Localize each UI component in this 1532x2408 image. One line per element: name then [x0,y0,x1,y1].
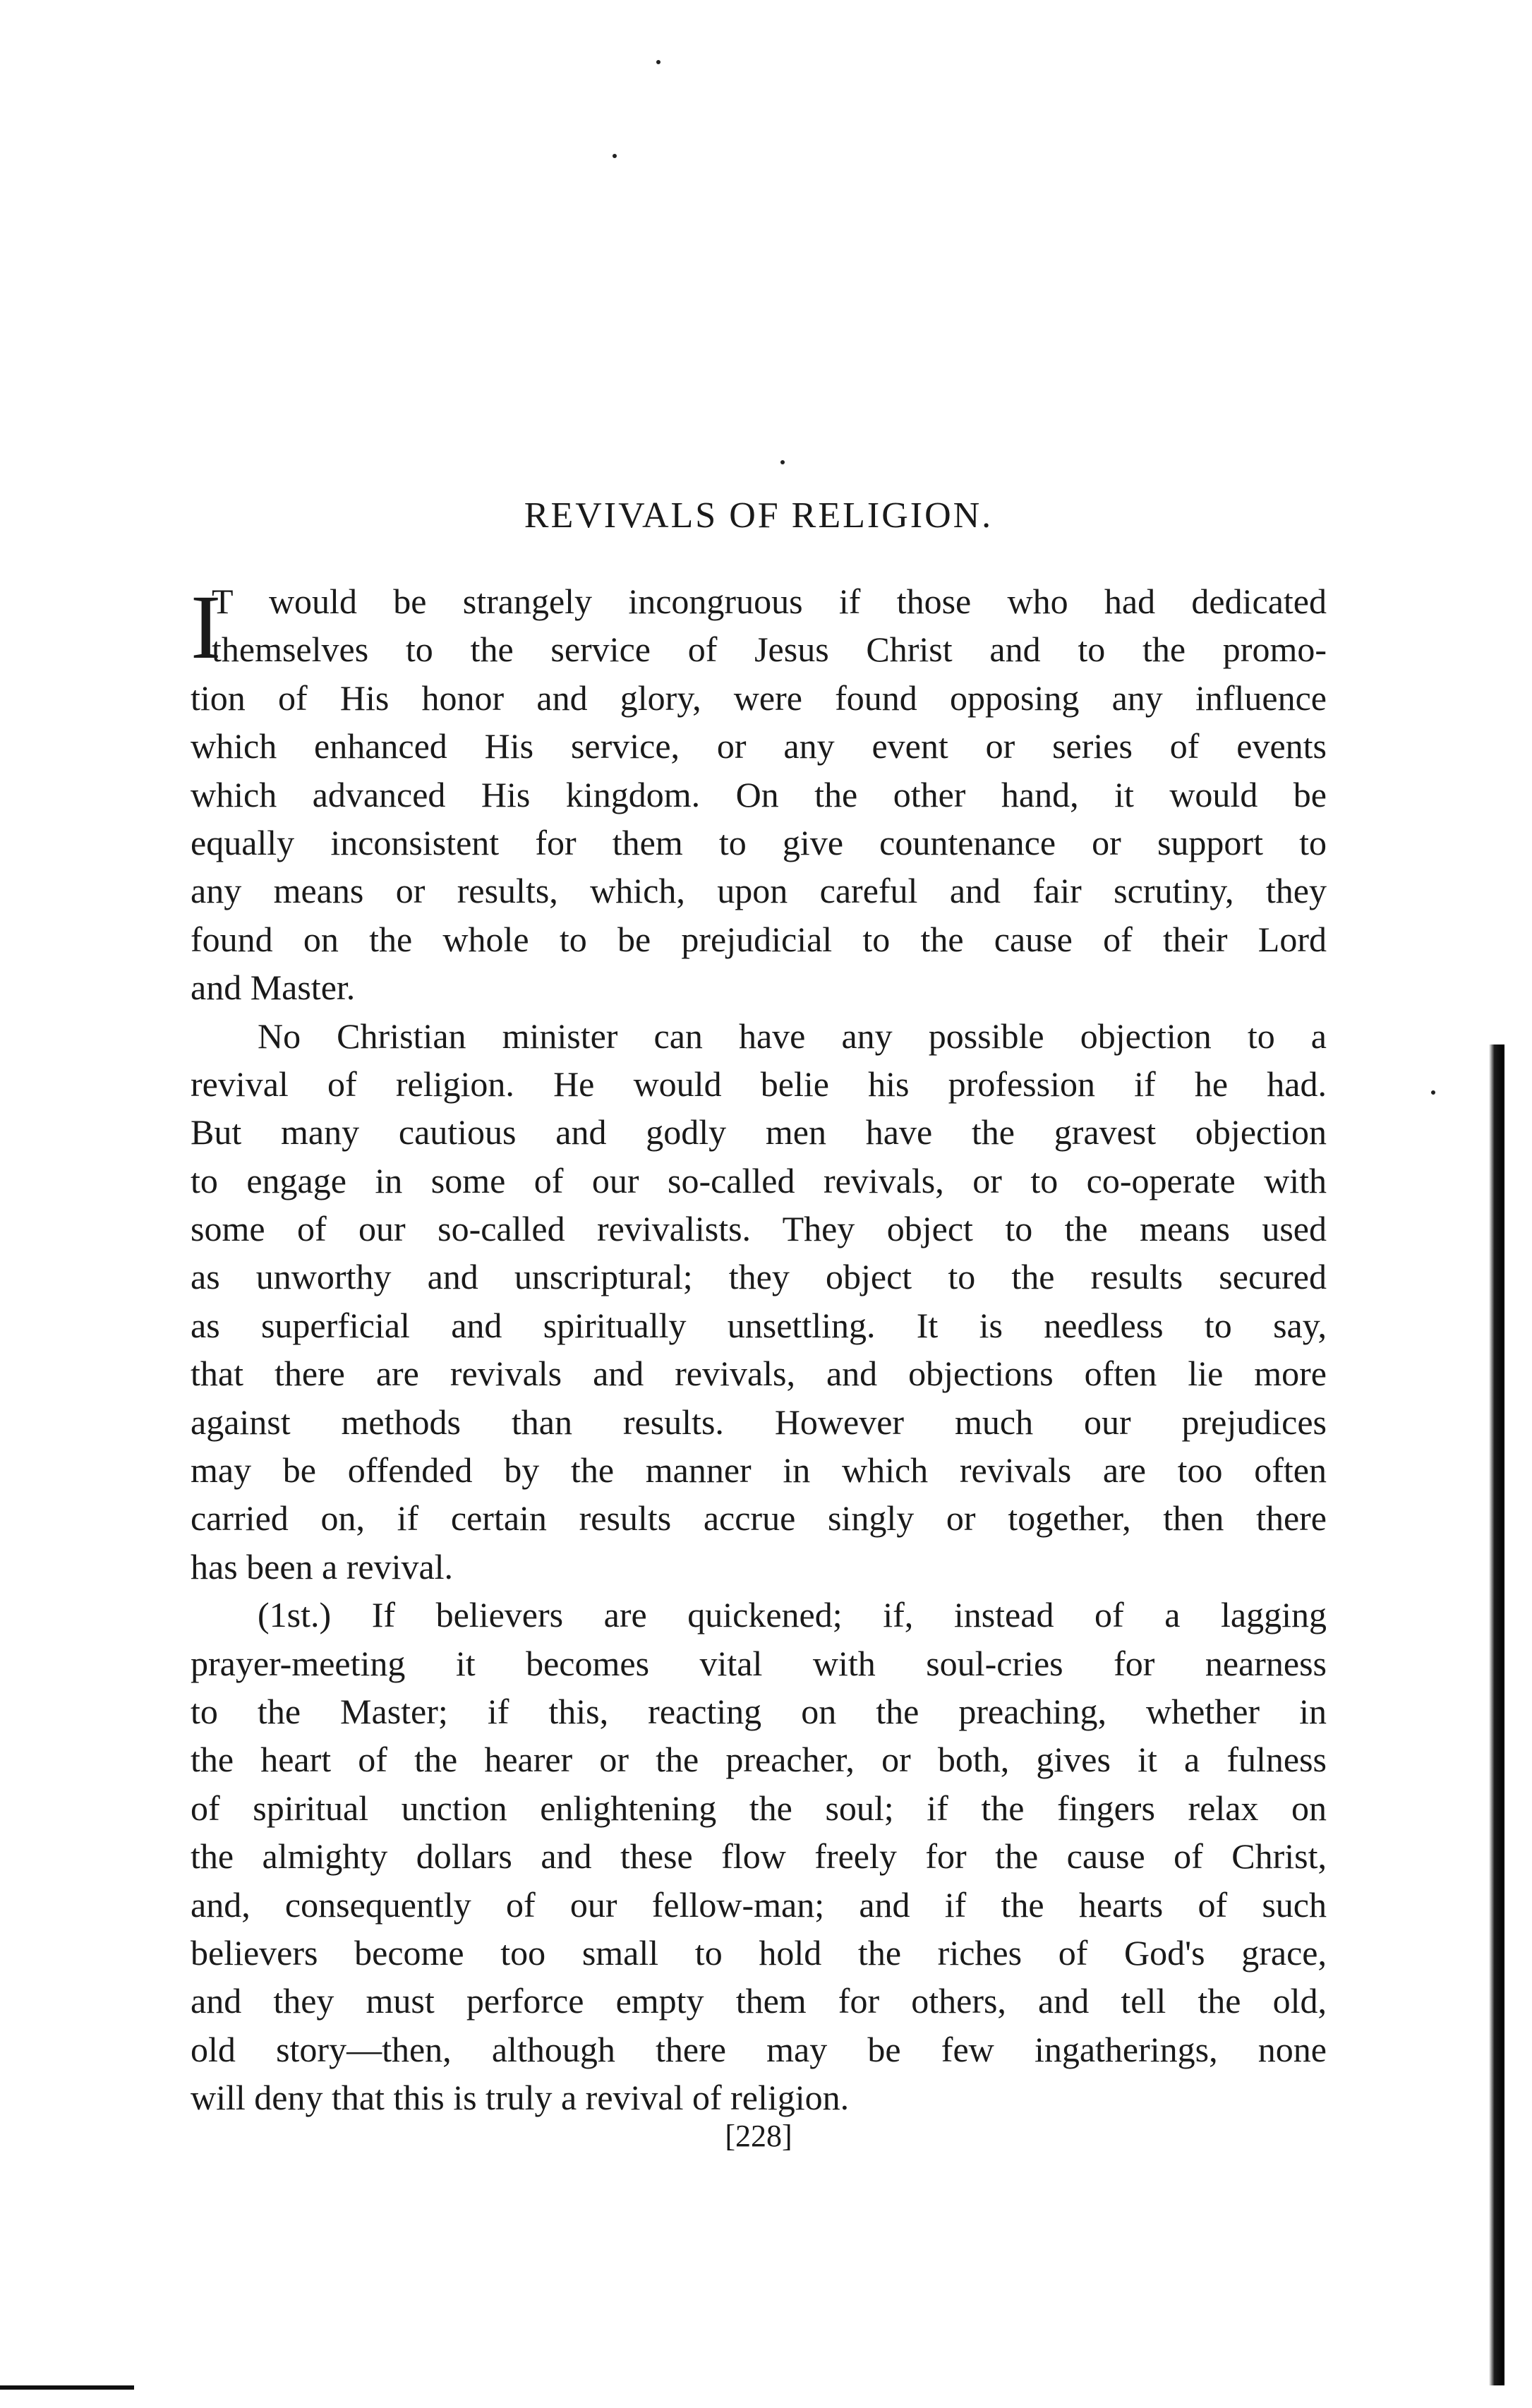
text-line: that there are revivals and revivals, and objections often lie more [191,1354,1327,1394]
paragraph-3 [191,1591,1327,2121]
chapter-title: REVIVALS OF RELIGION. [524,495,994,536]
text-line: carried on, if certain results accrue singly or together, then there [191,1498,1327,1539]
text-line: will deny that this is truly a revival of religion. [191,2078,850,2118]
print-speck [780,460,785,464]
text-line: old story—then, although there may be few ingatherings, none [191,2029,1327,2069]
text-line: tion of His honor and glory, were found opposing any influence [191,678,1327,718]
paragraph-1 [191,577,1327,1012]
text-line: against methods than results. However much our prejudices [191,1402,1327,1442]
text-line: and Master. [191,968,356,1008]
text-line: may be offended by the manner in which revivals are too often [191,1450,1327,1491]
text-line: any means or results, which, upon careful and fair scrutiny, they [191,871,1327,911]
text-line: has been a revival. [191,1546,454,1587]
text-line: to engage in some of our so-called revivals, or to co-operate with [191,1160,1327,1200]
text-line: believers become too small to hold the riches of God's grace, [191,1932,1327,1973]
text-line: which advanced His kingdom. On the other hand, it would be [191,774,1327,814]
text-line: equally inconsistent for them to give countenance or support to [191,822,1327,862]
text-line: But many cautious and godly men have the gravest objection [191,1112,1327,1152]
text-line: found on the whole to be prejudicial to the cause of their Lord [191,919,1327,959]
body-text [191,577,1327,2122]
text-line: the heart of the hearer or the preacher, or both, gives it a fulness [191,1740,1327,1780]
page-edge-shadow [1489,1045,1504,2385]
text-line: themselves to the service of Jesus Christ and to the promo- [212,630,1327,670]
text-line: of spiritual unction enlightening the soul; if the fingers relax on [191,1788,1327,1828]
print-speck [613,154,617,158]
text-line: (1st.) If believers are quickened; if, instead of a lagging [258,1595,1327,1635]
text-line: prayer-meeting it becomes vital with soul-cries for nearness [191,1643,1327,1683]
text-line: some of our so-called revivalists. They object to the means used [191,1209,1327,1249]
text-line: and, consequently of our fellow-man; and if the hearts of such [191,1884,1327,1925]
text-line: and they must perforce empty them for others, and tell the old, [191,1981,1327,2021]
text-line: to the Master; if this, reacting on the preaching, whether in [191,1691,1327,1731]
text-line: as superficial and spiritually unsettling. It is needless to say, [191,1305,1327,1345]
print-speck [656,60,661,64]
text-line: T would be strangely incongruous if those who had dedicated [212,582,1327,621]
text-line: which enhanced His service, or any event or series of events [191,726,1327,766]
text-line: the almighty dollars and these flow freely for the cause of Christ, [191,1836,1327,1877]
page-number: [228] [725,2119,792,2153]
scan-edge-mark [0,2385,134,2390]
print-speck [1431,1090,1435,1095]
drop-cap: I [191,577,222,678]
paragraph-2 [191,1012,1327,1591]
text-line: No Christian minister can have any possible objection to a [258,1016,1327,1056]
text-line: as unworthy and unscriptural; they object to the results secured [191,1257,1327,1297]
text-line: revival of religion. He would belie his profession if he had. [191,1064,1327,1104]
